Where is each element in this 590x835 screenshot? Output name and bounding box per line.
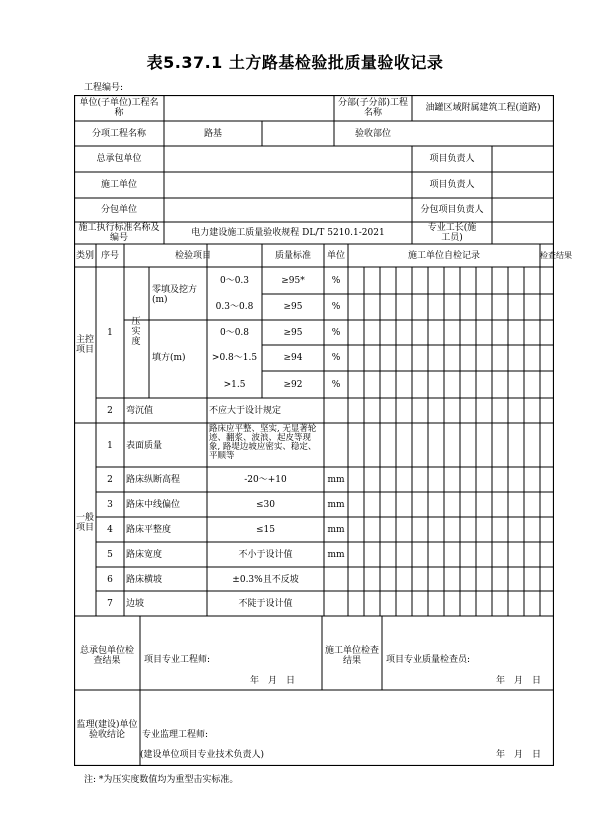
col-category: 类别: [75, 251, 94, 261]
gc-date: 年 月 日: [250, 676, 296, 686]
sub-project-manager-label: 分包项目负责人: [420, 205, 484, 215]
general-seq-3: 3: [107, 500, 113, 510]
general-contractor-label: 总承包单位: [96, 154, 142, 164]
std-4: ≥94: [283, 353, 303, 363]
construction-result-label: 施工单位检查结果: [324, 646, 379, 666]
unit-3: %: [331, 328, 341, 338]
general-std-1: 路床应平整、坚实, 无显著轮迹、翻浆、波浪、起皮等现象, 路堤边坡应密实、稳定、平顺等: [209, 424, 317, 461]
std-5: ≥92: [283, 380, 303, 390]
general-seq-6: 6: [107, 575, 113, 585]
range-3: 0～0.8: [219, 328, 250, 338]
construction-unit-label: 施工单位: [100, 180, 137, 190]
general-item-7: 边坡: [126, 599, 145, 609]
range-5: >1.5: [223, 380, 246, 390]
deflection-std: 不应大于设计规定: [209, 406, 282, 416]
project-manager-label-2: 项目负责人: [429, 180, 475, 190]
general-item-2: 路床纵断高程: [126, 475, 181, 485]
sub-project-value: 油罐区域附属建筑工程(道路): [425, 103, 541, 113]
general-seq-2: 2: [107, 475, 113, 485]
general-seq-7: 7: [107, 599, 113, 609]
standard-value: 电力建设施工质量验收规程 DL/T 5210.1-2021: [191, 228, 385, 238]
general-seq-5: 5: [107, 550, 113, 560]
general-std-3: ≤30: [256, 500, 275, 510]
general-item-5: 路床宽度: [126, 550, 163, 560]
qc-inspector-label: 项目专业质量检查员:: [386, 655, 471, 665]
sub-project-label: 分部(子分部)工程名称: [337, 98, 409, 118]
general-item-4: 路床平整度: [126, 525, 172, 535]
supervision-engineer-label: 专业监理工程师:: [142, 730, 209, 740]
foreman-label: 专业工长(施工员): [427, 223, 477, 243]
col-self-check: 施工单位自检记录: [407, 251, 480, 261]
general-item-6: 路床横坡: [126, 575, 163, 585]
col-standard: 质量标准: [274, 251, 311, 261]
acceptance-record-table: [74, 95, 572, 766]
general-category: 一般项目: [76, 513, 95, 533]
acceptance-part-label: 验收部位: [354, 129, 391, 139]
gc-result-label: 总承包单位检查结果: [79, 646, 134, 666]
general-unit-4: mm: [327, 525, 345, 535]
fill-label: 填方(m): [152, 353, 186, 363]
deflection-item: 弯沉值: [126, 406, 154, 416]
standard-label: 施工执行标准名称及编号: [78, 223, 160, 243]
general-std-2: -20～+10: [244, 475, 287, 485]
general-item-3: 路床中线偏位: [126, 500, 181, 510]
project-manager-label: 项目负责人: [429, 154, 475, 164]
col-seq: 序号: [100, 251, 119, 261]
general-std-4: ≤15: [256, 525, 275, 535]
main-control-seq-1: 1: [107, 328, 113, 338]
general-std-5: 不小于设计值: [238, 550, 293, 560]
general-unit-2: mm: [327, 475, 345, 485]
subcontractor-label: 分包单位: [100, 205, 137, 215]
std-2: ≥95: [283, 302, 303, 312]
unit-5: %: [331, 380, 341, 390]
item-project-label: 分项工程名称: [91, 129, 146, 139]
unit-2: %: [331, 302, 341, 312]
owner-label: (建设单位项目专业技术负责人): [140, 750, 265, 760]
general-std-6: ±0.3%且不反坡: [232, 575, 299, 585]
general-unit-5: mm: [327, 550, 345, 560]
construction-date: 年 月 日: [496, 676, 542, 686]
unit-1: %: [331, 276, 341, 286]
range-1: 0～0.3: [219, 276, 250, 286]
item-project-value: 路基: [203, 129, 222, 139]
general-std-7: 不陡于设计值: [238, 599, 293, 609]
unit-project-label: 单位(子单位)工程名称: [79, 98, 159, 118]
supervision-date: 年 月 日: [496, 750, 542, 760]
col-unit: 单位: [326, 251, 345, 261]
general-seq-1: 1: [107, 441, 113, 451]
general-item-1: 表面质量: [126, 441, 163, 451]
std-1: ≥95*: [281, 276, 305, 286]
main-control-category: 主控项目: [76, 335, 95, 355]
compaction-label: 压实度: [131, 317, 141, 347]
supervision-label: 监理(建设)单位验收结论: [76, 720, 138, 740]
page-title: 表5.37.1 土方路基检验批质量验收记录: [146, 53, 444, 72]
unit-4: %: [331, 353, 341, 363]
cut-fill-label: 零填及挖方(m): [152, 285, 198, 305]
range-2: 0.3～0.8: [215, 302, 254, 312]
col-item: 检验项目: [174, 251, 211, 261]
project-no-label: 工程编号:: [84, 83, 124, 93]
general-seq-4: 4: [107, 525, 113, 535]
footnote: 注: *为压实度数值均为重型击实标准。: [84, 775, 239, 785]
gc-engineer-label: 项目专业工程师:: [144, 655, 211, 665]
deflection-seq: 2: [107, 406, 113, 416]
std-3: ≥95: [283, 328, 303, 338]
range-4: >0.8～1.5: [211, 353, 258, 363]
col-result: 检查结果: [540, 251, 572, 260]
general-unit-3: mm: [327, 500, 345, 510]
